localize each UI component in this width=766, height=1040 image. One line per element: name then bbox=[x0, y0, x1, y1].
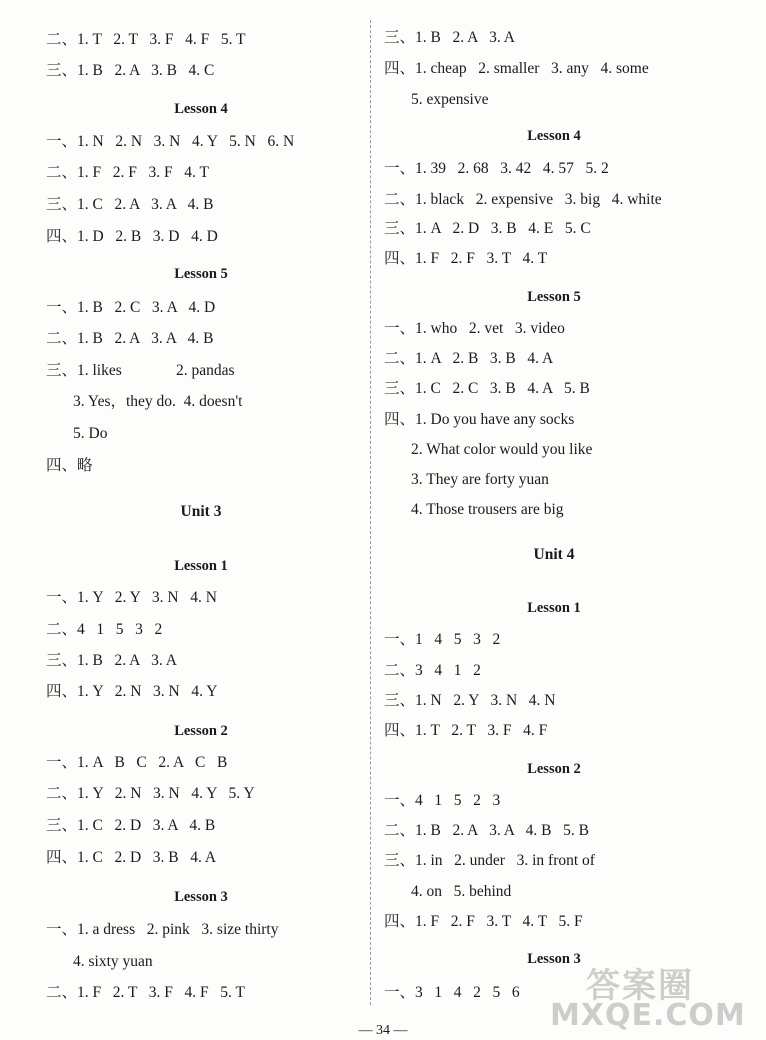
answer-line: 一、3 1 4 2 5 6 bbox=[384, 984, 520, 1001]
answer-line: 4. sixty yuan bbox=[73, 953, 153, 970]
answer-line: 四、1. C 2. D 3. B 4. A bbox=[46, 849, 217, 866]
lesson-heading: Lesson 3 bbox=[174, 889, 228, 905]
answer-line: 四、1. Y 2. N 3. N 4. Y bbox=[46, 683, 218, 700]
answer-line: 3. Yes，they do. 4. doesn't bbox=[73, 393, 243, 410]
answer-line: 二、1. black 2. expensive 3. big 4. white bbox=[384, 191, 662, 208]
answer-line: 四、1. Do you have any socks bbox=[384, 411, 575, 428]
lesson-heading: Lesson 2 bbox=[527, 761, 581, 777]
unit-title: Unit 3 bbox=[180, 503, 222, 520]
answer-line: 4. Those trousers are big bbox=[411, 501, 564, 518]
answer-line: 二、1. B 2. A 3. A 4. B bbox=[46, 330, 214, 347]
answer-line: 四、1. F 2. F 3. T 4. T bbox=[384, 250, 548, 267]
answer-line: 二、1. T 2. T 3. F 4. F 5. T bbox=[46, 31, 246, 48]
answer-line: 四、1. cheap 2. smaller 3. any 4. some bbox=[384, 60, 649, 77]
answer-line: 二、3 4 1 2 bbox=[384, 662, 481, 679]
answer-line: 一、1. 39 2. 68 3. 42 4. 57 5. 2 bbox=[384, 160, 609, 177]
watermark-text-bottom: MXQE.COM bbox=[550, 998, 746, 1033]
answer-line: 一、1. B 2. C 3. A 4. D bbox=[46, 299, 216, 316]
lesson-heading: Lesson 5 bbox=[174, 266, 228, 282]
lesson-heading: Lesson 1 bbox=[174, 558, 228, 574]
answer-line: 二、4 1 5 3 2 bbox=[46, 621, 163, 638]
answer-line: 一、1. N 2. N 3. N 4. Y 5. N 6. N bbox=[46, 133, 295, 150]
answer-line: 三、1. C 2. D 3. A 4. B bbox=[46, 817, 216, 834]
answer-line: 三、1. N 2. Y 3. N 4. N bbox=[384, 692, 556, 709]
lesson-heading: Lesson 3 bbox=[527, 951, 581, 967]
lesson-heading: Lesson 5 bbox=[527, 289, 581, 305]
unit-title: Unit 4 bbox=[533, 546, 575, 563]
answer-line: 四、1. T 2. T 3. F 4. F bbox=[384, 722, 548, 739]
answer-line: 一、1 4 5 3 2 bbox=[384, 631, 501, 648]
watermark-text-top: 答案圈 bbox=[586, 966, 694, 1006]
page-number: — 34 — bbox=[358, 1023, 408, 1038]
answer-line: 四、1. D 2. B 3. D 4. D bbox=[46, 228, 218, 245]
answer-line: 5. Do bbox=[73, 425, 108, 442]
answer-line: 四、1. F 2. F 3. T 4. T 5. F bbox=[384, 913, 583, 930]
answer-line: 三、1. C 2. A 3. A 4. B bbox=[46, 196, 214, 213]
answer-line: 一、1. Y 2. Y 3. N 4. N bbox=[46, 589, 217, 606]
answer-line: 三、1. likes 2. pandas bbox=[46, 362, 235, 379]
answer-line: 一、1. a dress 2. pink 3. size thirty bbox=[46, 921, 279, 938]
answer-line: 二、1. A 2. B 3. B 4. A bbox=[384, 350, 554, 367]
answer-line: 3. They are forty yuan bbox=[411, 471, 549, 488]
answer-line: 三、1. C 2. C 3. B 4. A 5. B bbox=[384, 380, 590, 397]
lesson-heading: Lesson 1 bbox=[527, 600, 581, 616]
answer-line: 一、4 1 5 2 3 bbox=[384, 792, 501, 809]
answer-line: 二、1. Y 2. N 3. N 4. Y 5. Y bbox=[46, 785, 255, 802]
lesson-heading: Lesson 4 bbox=[174, 101, 228, 117]
answer-line: 5. expensive bbox=[411, 91, 489, 108]
lesson-heading: Lesson 4 bbox=[527, 128, 581, 144]
answer-line: 三、1. A 2. D 3. B 4. E 5. C bbox=[384, 220, 591, 237]
column-divider bbox=[370, 20, 371, 1005]
answer-line: 三、1. B 2. A 3. A bbox=[46, 652, 177, 669]
answer-line: 二、1. B 2. A 3. A 4. B 5. B bbox=[384, 822, 589, 839]
answer-line: 二、1. F 2. F 3. F 4. T bbox=[46, 164, 209, 181]
lesson-heading: Lesson 2 bbox=[174, 723, 228, 739]
answer-line: 三、1. in 2. under 3. in front of bbox=[384, 852, 595, 869]
answer-line: 4. on 5. behind bbox=[411, 883, 512, 900]
answer-line: 2. What color would you like bbox=[411, 441, 593, 458]
answer-line: 三、1. B 2. A 3. A bbox=[384, 29, 515, 46]
answer-line: 二、1. F 2. T 3. F 4. F 5. T bbox=[46, 984, 245, 1001]
answer-line: 一、1. A B C 2. A C B bbox=[46, 754, 228, 771]
answer-line: 四、略 bbox=[46, 457, 93, 474]
answer-line: 一、1. who 2. vet 3. video bbox=[384, 320, 565, 337]
answer-line: 三、1. B 2. A 3. B 4. C bbox=[46, 62, 215, 79]
